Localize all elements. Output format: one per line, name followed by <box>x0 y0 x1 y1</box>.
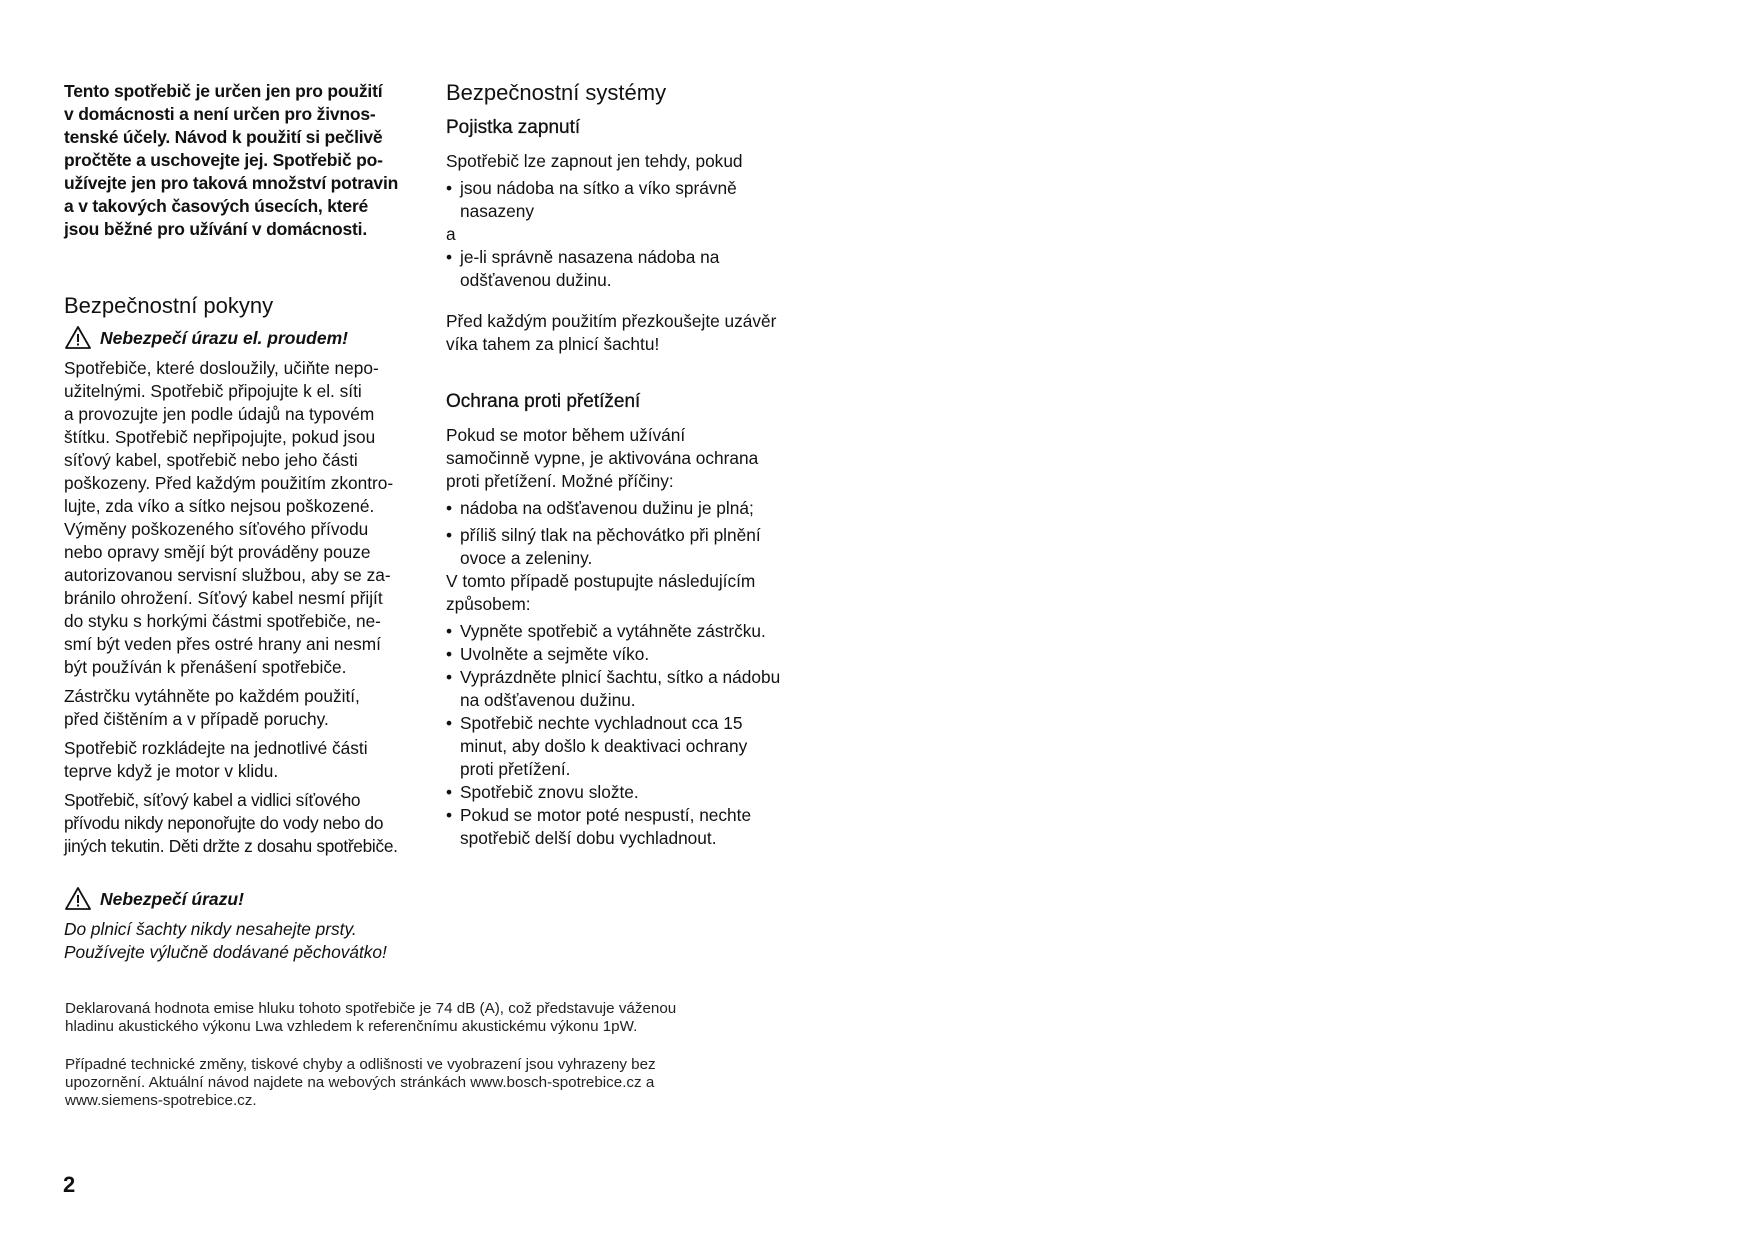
text-line: příliš silný tlak na pěchovátko při plnění <box>460 525 761 545</box>
steps-list <box>446 620 816 850</box>
text-line: Vyprázdněte plnicí šachtu, sítko a nádobu <box>460 667 781 687</box>
text-line: Používejte výlučně dodávané pěchovátko! <box>64 942 387 962</box>
intro-line: v domácnosti a není určen pro živnos- <box>64 104 376 124</box>
text-line: Deklarovaná hodnota emise hluku tohoto spotřebiče je 74 dB (A), což představuje váženou <box>65 1000 677 1017</box>
text-line: proti přetížení. <box>460 759 571 779</box>
overload-intro <box>446 424 816 493</box>
text-line: poškozeny. Před každým použitím zkontro- <box>64 473 394 493</box>
list-item <box>446 666 816 712</box>
text-line: Zástrčku vytáhněte po každém použití, <box>64 686 360 706</box>
text-line: teprve když je motor v klidu. <box>64 761 279 781</box>
text-line: Případné technické změny, tiskové chyby a odlišnosti ve vyobrazení jsou vyhrazeny bez <box>65 1056 656 1073</box>
lock-intro: Spotřebič lze zapnout jen tehdy, pokud <box>446 151 743 171</box>
text-line: štítku. Spotřebič nepřipojujte, pokud jsou <box>64 427 376 447</box>
intro-line: tenské účely. Návod k použití si pečlivě <box>64 127 383 147</box>
text-line: Vypněte spotřebič a vytáhněte zástrčku. <box>460 621 766 641</box>
text-line: do styku s horkými částmi spotřebiče, ne- <box>64 611 381 631</box>
text-line: Výměny poškozeného síťového přívodu <box>64 519 369 539</box>
intro-line: a v takových časových úsecích, které <box>64 196 369 216</box>
text-line: Před každým použitím přezkoušejte uzávěr <box>446 311 777 331</box>
page-number: 2 <box>63 1172 76 1197</box>
text-line: nebo opravy smějí být prováděny pouze <box>64 542 371 562</box>
list-item <box>446 804 816 850</box>
text-line: autorizovanou servisní službou, aby se za- <box>64 565 391 585</box>
text-line: www.siemens-spotrebice.cz. <box>65 1092 257 1109</box>
text-line: je-li správně nasazena nádoba na <box>460 247 720 267</box>
lock-title: Pojistka zapnutí <box>446 117 581 138</box>
text-line: Spotřebič rozkládejte na jednotlivé části <box>64 738 368 758</box>
intro-paragraph <box>64 80 424 241</box>
text-line: být používán k přenášení spotřebiče. <box>64 657 347 677</box>
text-line: samočinně vypne, je aktivována ochrana <box>446 448 759 468</box>
text-line: a provozujte jen podle údajů na typovém <box>64 404 375 424</box>
text-line: jiných tekutin. Děti držte z dosahu spotřebiče. <box>64 836 398 856</box>
text-line: ovoce a zeleniny. <box>460 548 593 568</box>
intro-line: Tento spotřebič je určen jen pro použití <box>64 81 383 101</box>
procedure-intro <box>446 570 816 616</box>
systems-title: Bezpečnostní systémy <box>446 80 667 105</box>
list-item <box>446 246 816 292</box>
text-line: před čištěním a v případě poruchy. <box>64 709 329 729</box>
text-line: hladinu akustického výkonu Lwa vzhledem k referenčnímu akustickému výkonu 1pW. <box>65 1018 638 1035</box>
noise-declaration <box>65 1000 765 1036</box>
text-line: upozornění. Aktuální návod najdete na webových stránkách www.bosch-spotrebice.cz a <box>65 1074 655 1091</box>
warning-triangle-icon <box>64 325 92 351</box>
text-line: V tomto případě postupujte následujícím <box>446 571 756 591</box>
lock-list-2 <box>446 246 816 292</box>
safety-paragraph-2 <box>64 685 424 731</box>
intro-line: pročtěte a uschovejte jej. Spotřebič po- <box>64 150 383 170</box>
lock-and: a <box>446 224 456 244</box>
text-line: Spotřebiče, které dosloužily, učiňte nepo- <box>64 358 379 378</box>
text-line: smí být veden přes ostré hrany ani nesmí <box>64 634 381 654</box>
warning-electric-text: Nebezpečí úrazu el. proudem! <box>100 327 348 348</box>
changes-notice <box>65 1056 765 1110</box>
text-line: víka tahem za plnicí šachtu! <box>446 334 660 354</box>
text-line: Do plnicí šachty nikdy nesahejte prsty. <box>64 919 357 939</box>
left-column <box>64 80 424 964</box>
text-line: nádoba na odšťavenou dužinu je plná; <box>460 498 754 518</box>
warning-injury-text: Nebezpečí úrazu! <box>100 888 244 909</box>
causes-list <box>446 497 816 570</box>
list-item <box>446 643 816 666</box>
warning-triangle-icon <box>64 886 92 912</box>
safety-title: Bezpečnostní pokyny <box>64 293 274 318</box>
text-line: užitelnými. Spotřebič připojujte k el. síti <box>64 381 362 401</box>
text-line: bránilo ohrožení. Síťový kabel nesmí přijít <box>64 588 383 608</box>
text-line: Uvolněte a sejměte víko. <box>460 644 650 664</box>
text-line: Spotřebič znovu složte. <box>460 782 639 802</box>
safety-paragraph-4 <box>64 789 424 858</box>
text-line: nasazeny <box>460 201 534 221</box>
text-line: přívodu nikdy neponořujte do vody nebo do <box>64 813 384 833</box>
text-line: způsobem: <box>446 594 531 614</box>
warning-electric <box>64 325 424 351</box>
warning-injury <box>64 886 424 912</box>
text-line: proti přetížení. Možné příčiny: <box>446 471 674 491</box>
text-line: Spotřebič, síťový kabel a vidlici síťového <box>64 790 361 810</box>
text-line: minut, aby došlo k deaktivaci ochrany <box>460 736 748 756</box>
text-line: síťový kabel, spotřebič nebo jeho části <box>64 450 358 470</box>
intro-line: jsou běžné pro užívání v domácnosti. <box>64 219 367 239</box>
list-item <box>446 177 816 223</box>
lock-check <box>446 310 816 356</box>
list-item <box>446 497 816 520</box>
text-line: Pokud se motor během užívání <box>446 425 686 445</box>
safety-paragraph-3 <box>64 737 424 783</box>
list-item <box>446 524 816 570</box>
text-line: Spotřebič nechte vychladnout cca 15 <box>460 713 743 733</box>
right-column <box>446 80 816 850</box>
lock-list-1 <box>446 177 816 223</box>
text-line: jsou nádoba na sítko a víko správně <box>460 178 737 198</box>
text-line: odšťavenou dužinu. <box>460 270 612 290</box>
list-item <box>446 781 816 804</box>
intro-line: užívejte jen pro taková množství potravin <box>64 173 399 193</box>
list-item <box>446 620 816 643</box>
safety-paragraph-1 <box>64 357 424 679</box>
warning-injury-body <box>64 918 424 964</box>
text-line: na odšťavenou dužinu. <box>460 690 636 710</box>
overload-title: Ochrana proti přetížení <box>446 391 641 412</box>
text-line: spotřebič delší dobu vychladnout. <box>460 828 717 848</box>
text-line: Pokud se motor poté nespustí, nechte <box>460 805 752 825</box>
text-line: lujte, zda víko a sítko nejsou poškozené. <box>64 496 375 516</box>
list-item <box>446 712 816 781</box>
